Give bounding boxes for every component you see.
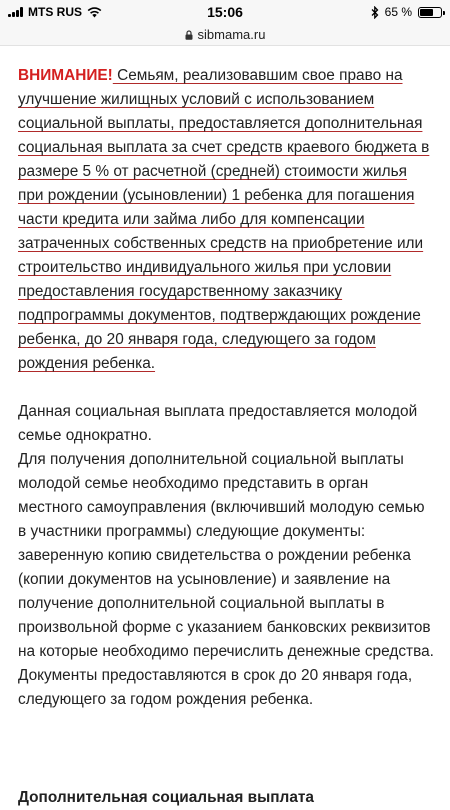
section-heading-cut: Дополнительная социальная выплата [18,789,314,806]
info-paragraphs [18,400,434,712]
battery-icon [418,7,442,18]
notice-text: Семьям, реализовавшим свое право на улучшение жилищных условий с использованием социальной выплаты, предоставляется дополнительная социальная выплата за счет средств краевого бюджета в размере 5 % от расчетной (средней) стоимости жилья при рождении (усыновлении) 1 ребенка для погашения части кредита или займа либо для компенсации затраченных собственных средств на приобретение или строительство индивидуального жилья при условии предоставления государственному заказчику подпрограммы документов, подтверждающих рождение ребенка, до 20 января года, следующего за годом рождения ребенка. [18,67,430,372]
notice-paragraph [18,64,434,376]
article-content [18,64,434,712]
address-bar[interactable] [0,24,450,46]
paragraph-documents: Для получения дополнительной социальной выплаты молодой семье необходимо представить в орган местного самоуправления (включивший молодую семью в участники программы) следующие документы: заверенную копию свидетельства о рождении ребенка (копии документов на усыновление) и заявление на получение дополнительной социальной выплаты в произвольной форме с указанием банковских реквизитов на которые необходимо перечислить денежные средства. [18,451,434,660]
paragraph-deadline: Документы предоставляются в срок до 20 января года, следующего за годом рождения ребенка. [18,667,413,708]
status-right [371,5,442,19]
battery-fill [420,9,433,16]
url-text: sibmama.ru [197,27,266,42]
carrier-label: MTS RUS [28,5,82,19]
lock-icon [185,30,193,40]
paragraph-one-time: Данная социальная выплата предоставляется молодой семье однократно. [18,403,418,444]
status-bar [0,0,450,24]
battery-percent: 65 % [384,5,412,19]
bluetooth-icon [371,6,379,19]
status-time: 15:06 [207,4,243,20]
warning-label: ВНИМАНИЕ! [18,67,113,84]
